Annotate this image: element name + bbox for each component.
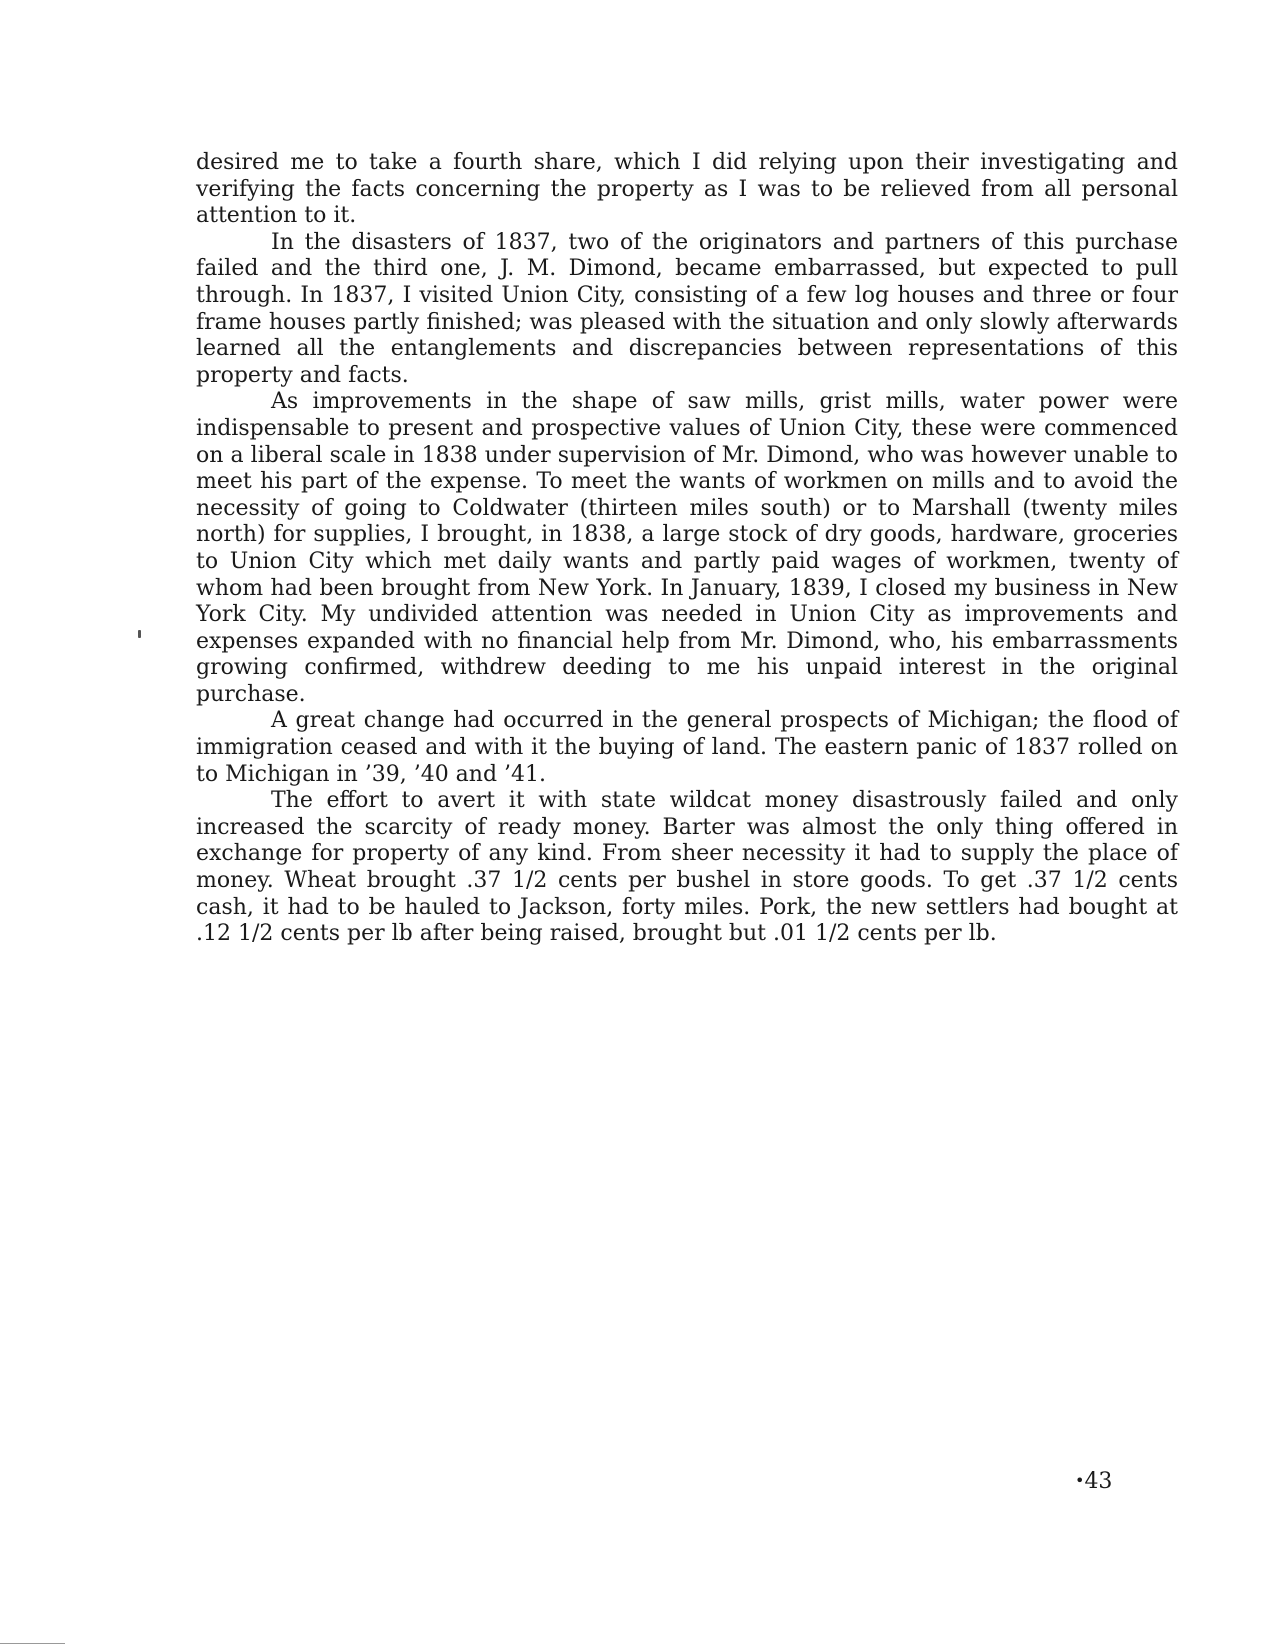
paragraph-5: The effort to avert it with state wildcat money disastrously failed and only increased the scarcity of ready money. Barter was almost the only thing offered in exchange for property of any kind. From sheer necessity it had to supply the place of money. Wheat brought .37 1/2 cents per bushel in store goods. To get .37 1/2 cents cash, it had to be hauled to Jackson, forty miles. Pork, the new settlers had bought at .12 1/2 cents per lb after being raised, brought but .01 1/2 cents per lb. [196,788,1178,947]
paragraph-3: As improvements in the shape of saw mills, grist mills, water power were indispensable to present and prospective values of Union City, these were commenced on a liberal scale in 1838 under supervision of Mr. Dimond, who was however unable to meet his part of the expense. To meet the wants of workmen on mills and to avoid the necessity of going to Coldwater (thirteen miles south) or to Marshall (twenty miles north) for supplies, I brought, in 1838, a large stock of dry goods, hardware, groceries to Union City which met daily wants and partly paid wages of workmen, twenty of whom had been brought from New York. In January, 1839, I closed my business in New York City. My undivided attention was needed in Union City as improvements and expenses expanded with no financial help from Mr. Dimond, who, his embarrassments growing confirmed, withdrew deeding to me his unpaid interest in the original purchase. [196,389,1178,707]
page-number [1075,1468,1112,1495]
paragraph-1: desired me to take a fourth share, which I did relying upon their investigating and verifying the facts concerning the property as I was to be relieved from all personal attention to it. [196,150,1178,229]
page-number-bullet: • [1075,1471,1085,1490]
body-text [196,150,1178,948]
page-number-value: 43 [1084,1469,1113,1494]
paragraph-4: A great change had occurred in the general prospects of Michigan; the flood of immigration ceased and with it the buying of land. The eastern panic of 1837 rolled on to Michigan in ’39, ’40 and ’41. [196,708,1178,787]
scan-speck [138,630,141,638]
paragraph-2: In the disasters of 1837, two of the originators and partners of this purchase failed and the third one, J. M. Dimond, became embarrassed, but expected to pull through. In 1837, I visited Union City, consisting of a few log houses and three or four frame houses partly finished; was pleased with the situation and only slowly afterwards learned all the entanglements and discrepancies between representations of this property and facts. [196,229,1178,388]
scan-edge-line [0,1643,65,1644]
